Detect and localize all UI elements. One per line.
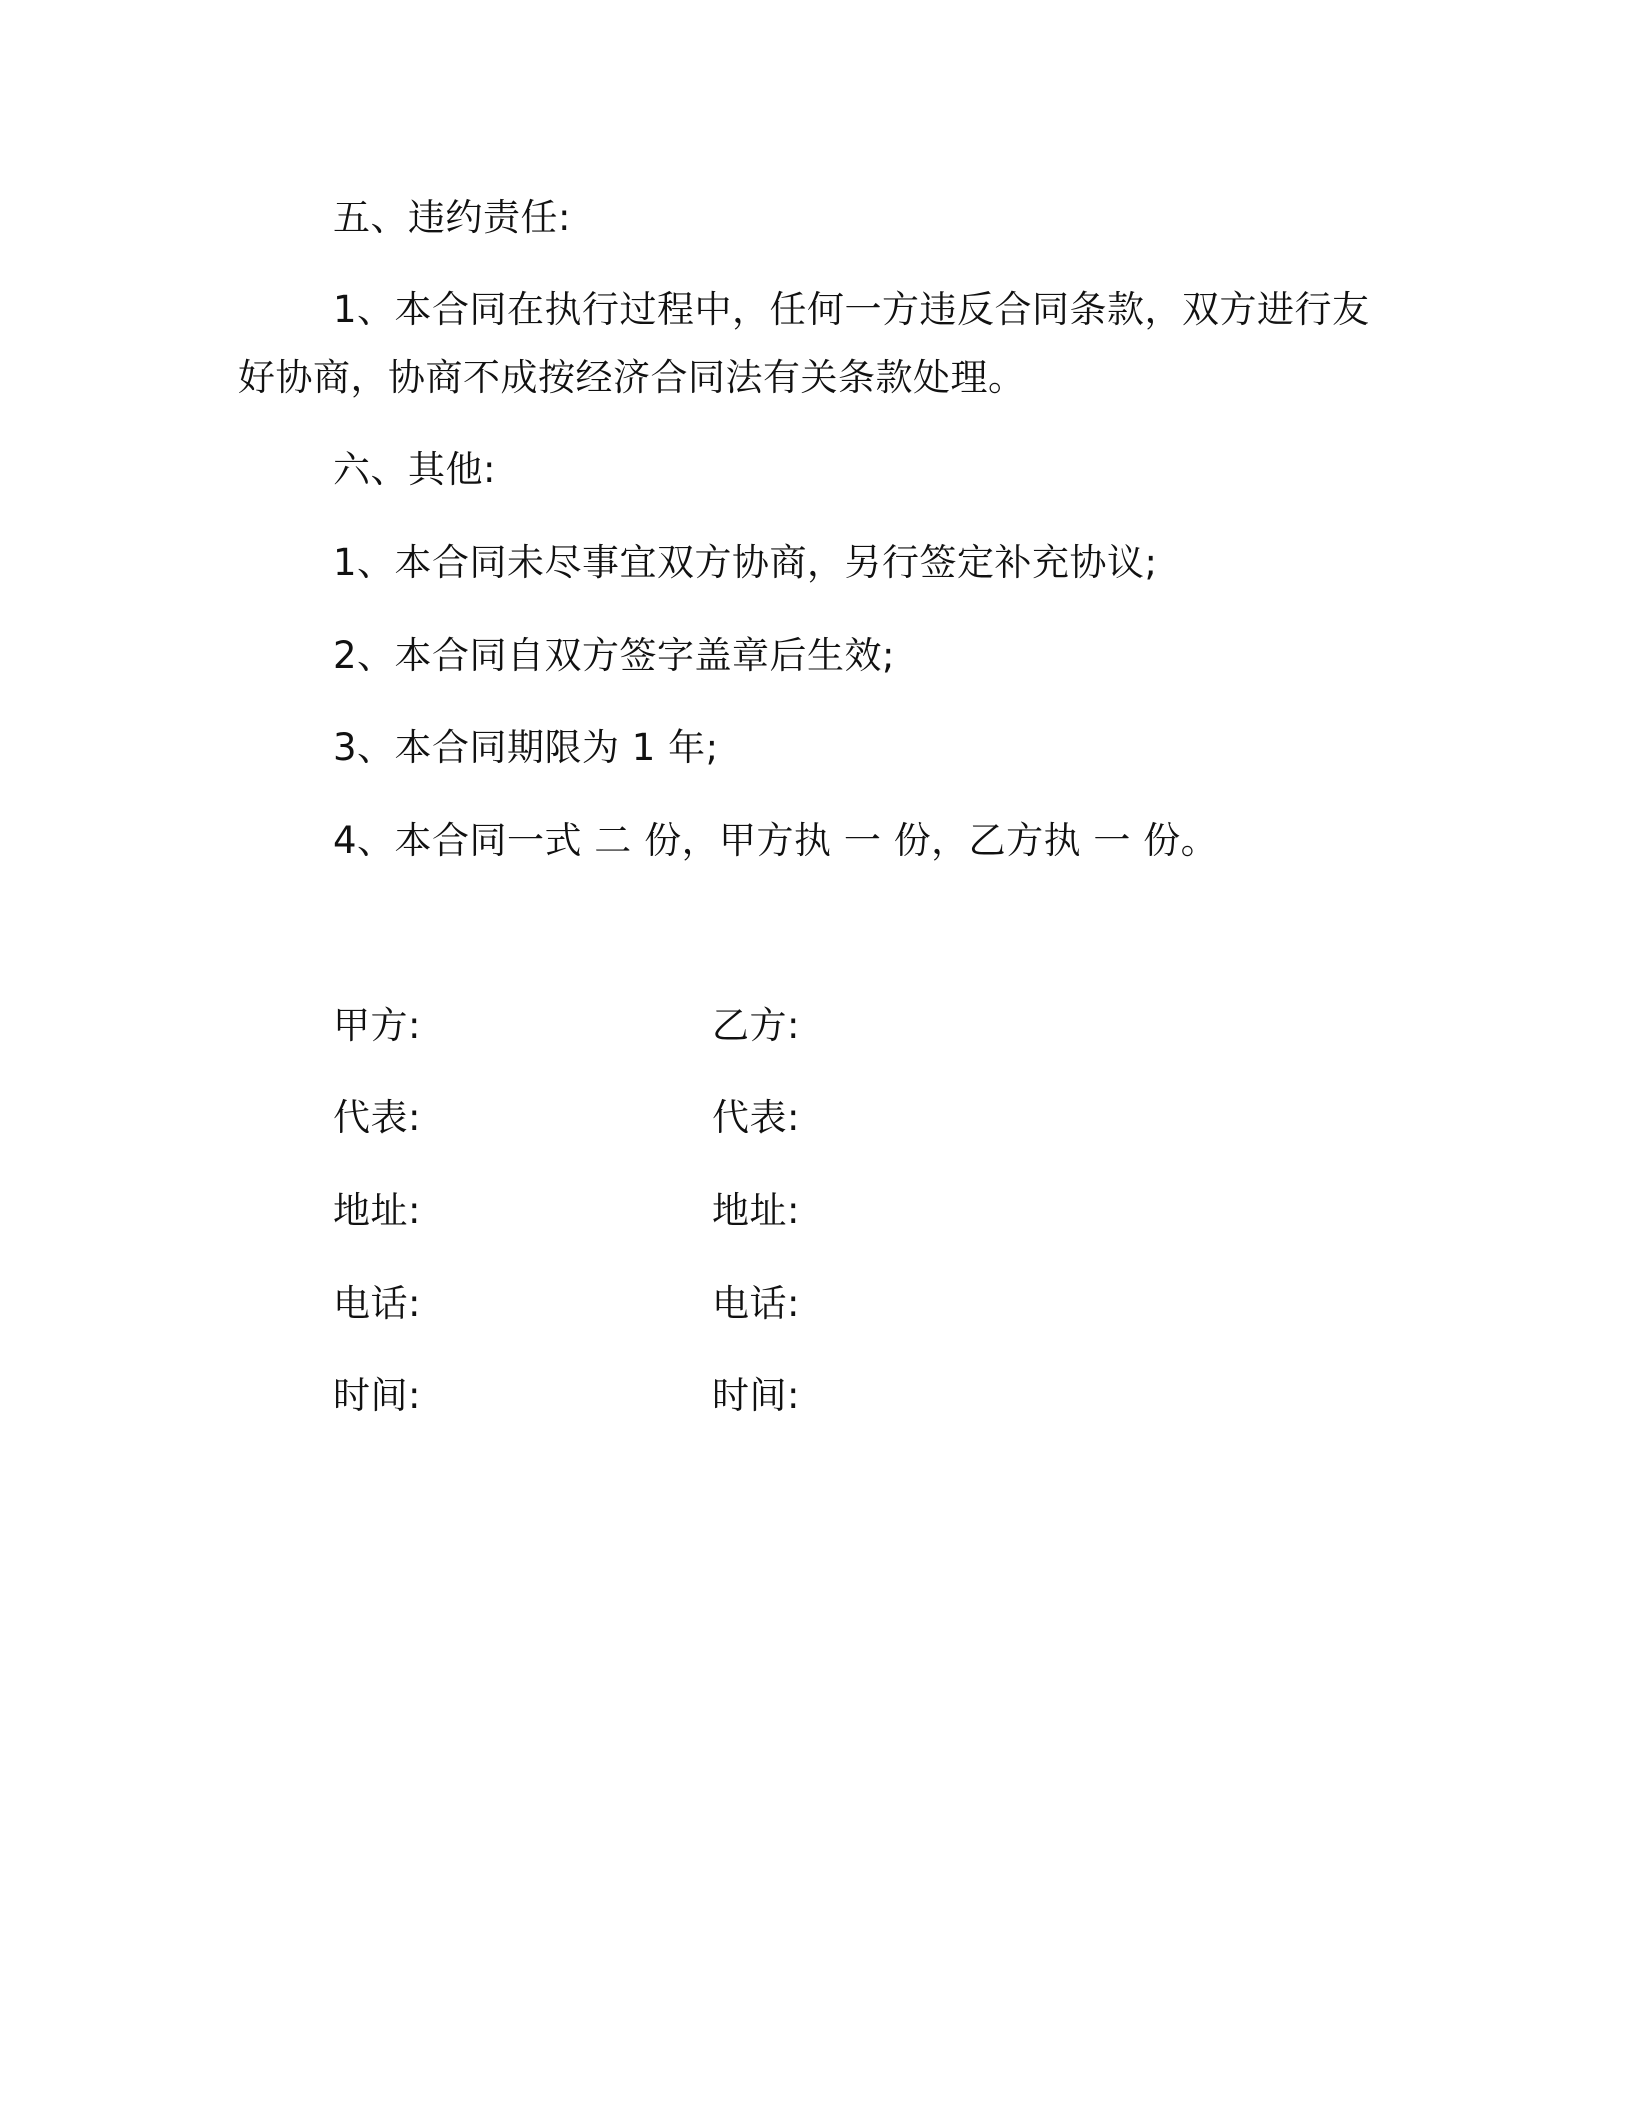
breach-item-1-line-2: 好协商，协商不成按经济合同法有关条款处理。 [238,356,1026,399]
party-b-phone-label: 电话: [712,1282,800,1325]
other-item-4: 4、本合同一式 二 份，甲方执 一 份，乙方执 一 份。 [333,819,1219,862]
party-a-address-label: 地址: [333,1189,421,1232]
other-item-1: 1、本合同未尽事宜双方协商，另行签定补充协议; [333,541,1158,584]
other-heading: 六、其他: [333,448,496,491]
party-a-representative-label: 代表: [333,1096,421,1139]
breach-item-1-line-1: 1、本合同在执行过程中，任何一方违反合同条款，双方进行友 [333,288,1370,331]
party-a-label: 甲方: [333,1004,421,1047]
party-b-label: 乙方: [712,1004,800,1047]
party-a-phone-label: 电话: [333,1282,421,1325]
party-b-time-label: 时间: [712,1374,800,1417]
party-b-address-label: 地址: [712,1189,800,1232]
party-b-representative-label: 代表: [712,1096,800,1139]
party-a-time-label: 时间: [333,1374,421,1417]
other-item-2: 2、本合同自双方签字盖章后生效; [333,634,896,677]
breach-heading: 五、违约责任: [333,196,571,239]
other-item-3: 3、本合同期限为 1 年; [333,726,719,769]
